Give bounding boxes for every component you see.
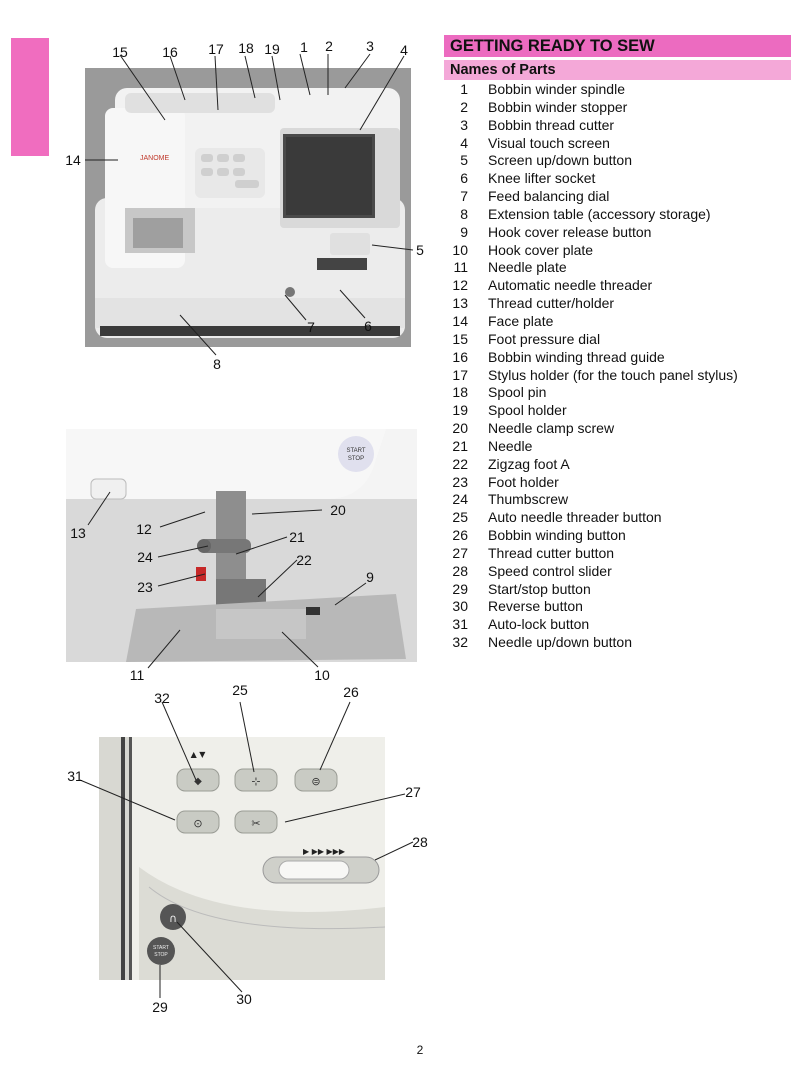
part-label: Start/stop button [488, 580, 591, 597]
callout-1: 1 [300, 39, 308, 55]
callout-3: 3 [366, 38, 374, 54]
part-number: 16 [452, 348, 468, 365]
part-number: 28 [452, 562, 468, 579]
part-number: 8 [460, 205, 468, 222]
part-label: Zigzag foot A [488, 455, 570, 472]
needle-marks: ▲ ▼ [190, 750, 206, 759]
callout-13: 13 [70, 525, 86, 541]
part-label: Needle plate [488, 259, 567, 276]
page-number: 2 [416, 1043, 424, 1057]
callout-31: 31 [67, 768, 83, 784]
part-number: 21 [452, 437, 468, 454]
callout-8: 8 [213, 356, 221, 372]
callout-21: 21 [289, 529, 305, 545]
threader-icon: ⊹ [251, 775, 261, 788]
part-number: 26 [452, 527, 468, 544]
callout-10: 10 [314, 667, 330, 683]
callout-6: 6 [364, 318, 372, 334]
part-number: 14 [452, 312, 468, 329]
part-label: Foot pressure dial [488, 330, 601, 347]
part-label: Automatic needle threader [488, 277, 653, 294]
part-label: Auto-lock button [488, 616, 590, 633]
part-label: Thumbscrew [488, 491, 569, 508]
part-label: Spool holder [488, 402, 567, 419]
part-label: Needle up/down button [488, 634, 632, 651]
callout-15: 15 [112, 44, 128, 60]
part-number: 1 [460, 81, 468, 97]
callout-22: 22 [296, 552, 312, 568]
part-number: 10 [452, 241, 468, 258]
part-label: Foot holder [488, 473, 559, 490]
part-label: Speed control slider [488, 562, 612, 579]
part-label: Bobbin winding thread guide [488, 348, 665, 365]
part-number: 15 [452, 330, 468, 347]
panel-stop-text: STOP [154, 952, 168, 958]
part-number: 19 [452, 402, 468, 419]
part-label: Screen up/down button [488, 152, 632, 169]
part-number: 18 [452, 384, 468, 401]
part-number: 13 [452, 295, 468, 312]
part-label: Thread cutter/holder [488, 295, 615, 312]
part-number: 9 [460, 223, 468, 240]
callout-25: 25 [232, 682, 248, 698]
part-number: 20 [452, 420, 468, 437]
section-title: GETTING READY TO SEW [444, 35, 791, 57]
part-number: 2 [460, 98, 468, 115]
part-number: 30 [452, 598, 468, 615]
callout-19: 19 [264, 41, 280, 57]
callout-14: 14 [65, 152, 81, 168]
part-label: Bobbin winder stopper [488, 98, 628, 115]
callout-23: 23 [137, 579, 153, 595]
speed-marks: ▶ ▶▶ ▶▶▶ [303, 847, 345, 856]
callout-24: 24 [137, 549, 153, 565]
callout-4: 4 [400, 42, 408, 58]
bobbin-icon: ⊜ [311, 775, 321, 788]
scissors-icon: ✂ [251, 817, 261, 830]
part-label: Face plate [488, 312, 554, 329]
part-number: 24 [452, 491, 468, 508]
part-label: Thread cutter button [488, 544, 615, 561]
callout-29: 29 [152, 999, 168, 1015]
callout-18: 18 [238, 40, 254, 56]
part-number: 27 [452, 544, 468, 561]
callout-20: 20 [330, 502, 346, 518]
panel-start-text: START [153, 945, 169, 951]
part-label: Visual touch screen [488, 134, 610, 151]
part-label: Spool pin [488, 384, 547, 401]
part-number: 3 [460, 116, 468, 133]
callout-30: 30 [236, 991, 252, 1007]
part-number: 22 [452, 455, 468, 472]
stop-text: STOP [347, 456, 365, 462]
part-label: Bobbin thread cutter [488, 116, 615, 133]
reverse-icon: ∩ [168, 912, 178, 925]
part-number: 29 [452, 580, 468, 597]
part-number: 17 [452, 366, 468, 383]
part-label: Extension table (accessory storage) [488, 205, 711, 222]
part-label: Feed balancing dial [488, 188, 610, 205]
part-number: 11 [453, 259, 468, 276]
part-number: 23 [452, 473, 468, 490]
part-number: 25 [452, 509, 468, 526]
callout-26: 26 [343, 684, 359, 700]
part-number: 12 [452, 277, 468, 294]
part-number: 7 [460, 188, 468, 205]
part-label: Bobbin winder spindle [488, 81, 625, 97]
part-label: Needle [488, 437, 533, 454]
brand-logo: JANOME [140, 155, 170, 162]
lock-icon: ⊙ [193, 817, 203, 830]
callout-27: 27 [405, 784, 421, 800]
part-number: 4 [460, 134, 468, 151]
part-label: Needle clamp screw [488, 420, 615, 437]
callout-11: 11 [129, 667, 145, 683]
part-number: 31 [452, 616, 468, 633]
part-label: Reverse button [488, 598, 583, 615]
part-number: 6 [460, 170, 468, 187]
part-label: Hook cover release button [488, 223, 652, 240]
part-number: 32 [452, 634, 468, 651]
part-label: Stylus holder (for the touch panel stylus) [488, 366, 738, 383]
callout-7: 7 [307, 319, 315, 335]
callout-32: 32 [154, 690, 170, 706]
part-label: Hook cover plate [488, 241, 594, 258]
part-label: Auto needle threader button [488, 509, 662, 526]
part-number: 5 [460, 152, 468, 169]
callout-5: 5 [416, 242, 424, 258]
callout-28: 28 [412, 834, 428, 850]
callout-17: 17 [208, 41, 224, 57]
needle-up-down-icon: ◆ [194, 776, 202, 787]
section-subtitle: Names of Parts [444, 60, 791, 80]
start-text: START [346, 448, 366, 454]
callout-9: 9 [366, 569, 374, 585]
callout-12: 12 [136, 521, 152, 537]
callout-16: 16 [162, 44, 178, 60]
callout-2: 2 [325, 38, 333, 54]
part-label: Bobbin winding button [488, 527, 626, 544]
part-label: Knee lifter socket [488, 170, 596, 187]
